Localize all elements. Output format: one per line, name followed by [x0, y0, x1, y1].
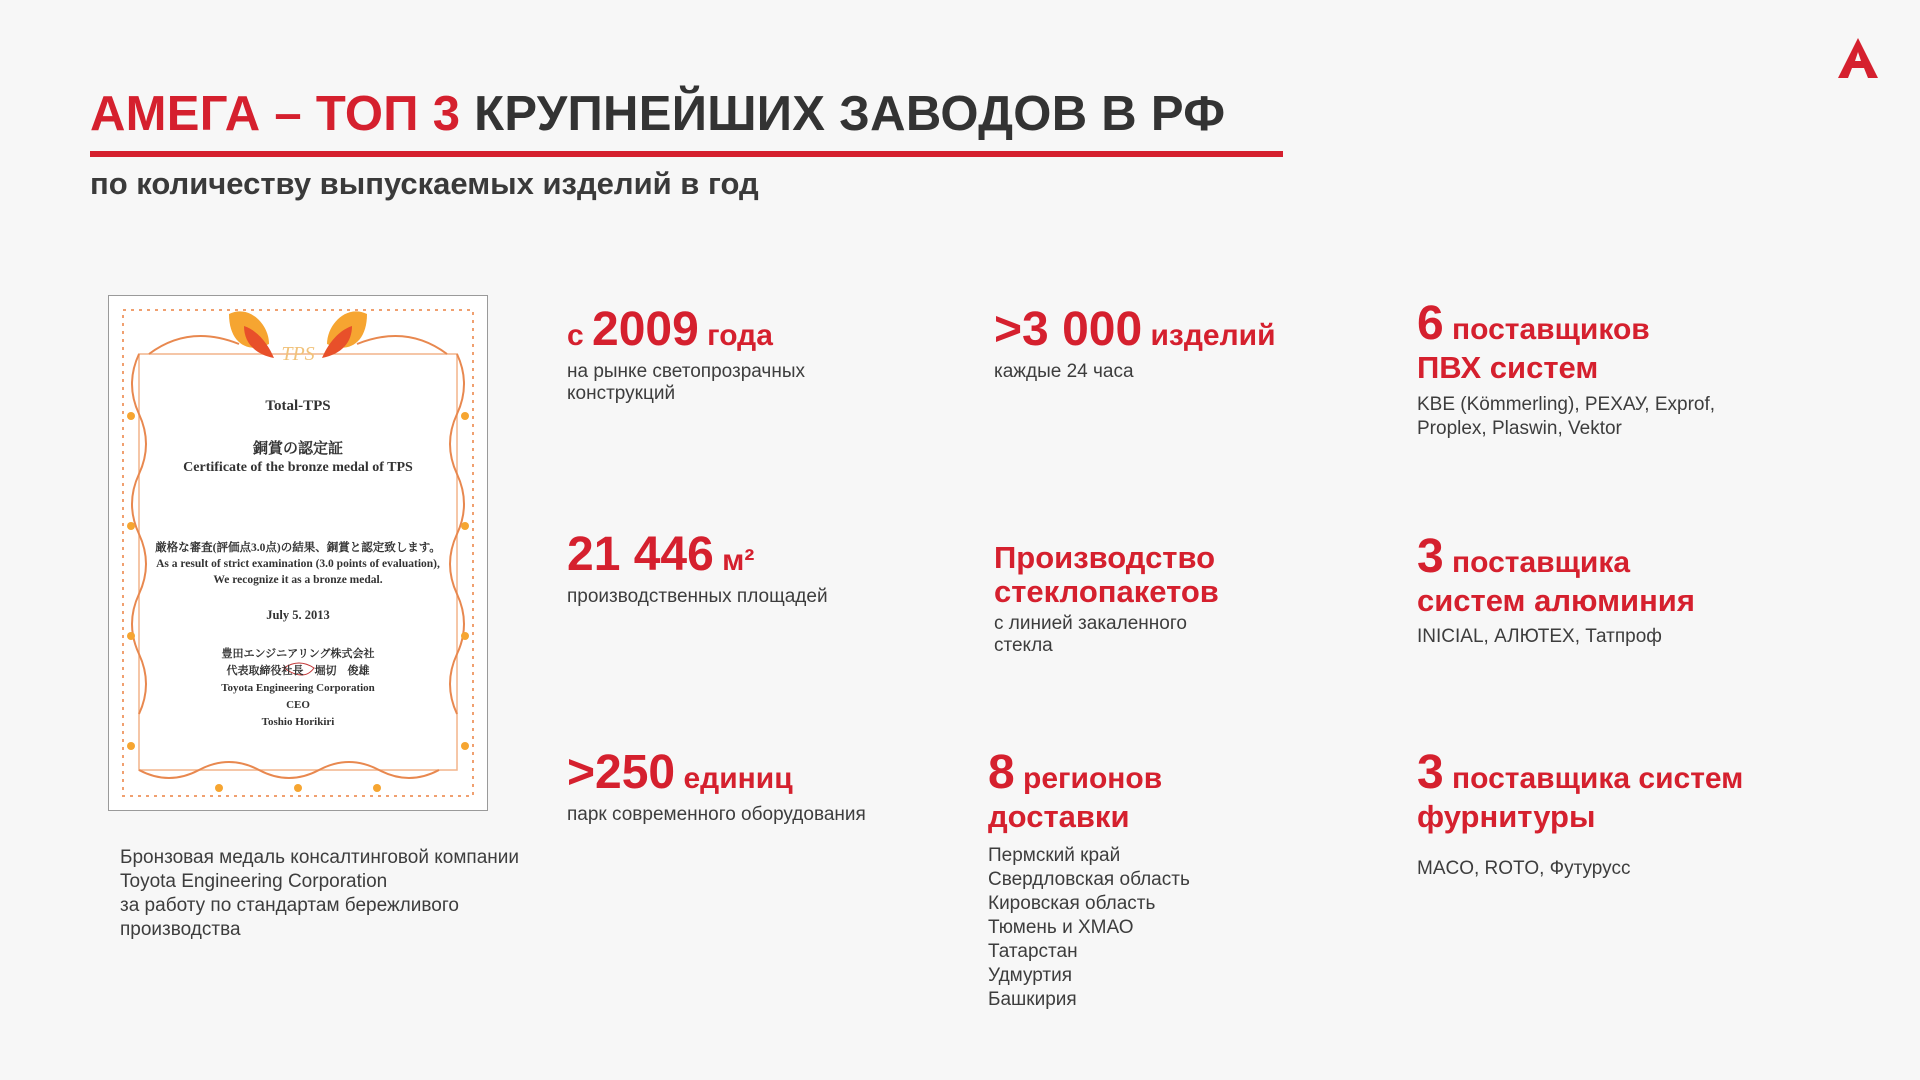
stat-items-suffix: изделий	[1142, 319, 1276, 352]
stat-items-value: >3 000	[994, 303, 1143, 356]
stat-since-prefix: с	[567, 319, 593, 352]
stat-hardware-heading	[1417, 745, 1743, 800]
stat-hardware-value: 3	[1417, 746, 1444, 799]
stat-pvc	[1417, 296, 1715, 441]
region-item: Башкирия	[988, 989, 1077, 1010]
stat-aluminium-suffix: поставщика	[1443, 546, 1631, 579]
stat-aluminium-heading-line2: систем алюминия	[1417, 583, 1695, 618]
stat-items-heading	[994, 302, 1276, 357]
stat-glass-heading: Производство стеклопакетов	[994, 540, 1219, 609]
stat-regions-value: 8	[988, 746, 1015, 799]
region-item: Кировская область	[988, 893, 1156, 914]
cert-company-jp: 豊田エンジニアリング株式会社	[221, 648, 375, 660]
stat-equipment-heading	[567, 745, 866, 800]
stat-pvc-heading	[1417, 296, 1715, 351]
certificate-image	[108, 295, 488, 811]
cert-signature-block	[109, 646, 487, 731]
stat-hardware	[1417, 745, 1743, 880]
stat-regions-heading	[988, 745, 1190, 800]
cert-date: July 5. 2013	[266, 608, 330, 622]
region-item: Тюмень и ХМАО	[988, 917, 1134, 938]
stat-items	[994, 302, 1276, 383]
stat-glass	[994, 541, 1219, 657]
stat-aluminium	[1417, 529, 1695, 648]
region-item: Татарстан	[988, 941, 1078, 962]
stat-since-suffix: года	[698, 319, 773, 352]
page-title	[90, 86, 1225, 142]
stat-since	[567, 302, 805, 405]
title-rest: КРУПНЕЙШИХ ЗАВОДОВ В РФ	[460, 87, 1226, 141]
stat-equipment-desc: парк современного оборудования	[567, 804, 866, 825]
stat-pvc-desc: KBE (Kömmerling), РЕХАУ, Exprof, Proplex, Plaswin, Vektor	[1417, 394, 1716, 439]
stat-since-desc: на рынке светопрозрачных конструкций	[567, 361, 805, 404]
stat-regions-heading-line2: доставки	[988, 799, 1130, 834]
stat-area-desc: производственных площадей	[567, 586, 828, 607]
stat-area-value: 21 446	[567, 528, 714, 581]
region-item: Удмуртия	[988, 965, 1072, 986]
regions-list	[988, 844, 1190, 1012]
stat-regions	[988, 745, 1190, 1012]
amega-logo-icon	[1836, 36, 1880, 80]
title-highlight: АМЕГА – ТОП 3	[90, 87, 461, 141]
cert-title-jp: 銅賞の認定証	[252, 441, 343, 457]
stat-equipment	[567, 745, 866, 826]
cert-company-en: Toyota Engineering Corporation	[221, 682, 375, 694]
stat-pvc-suffix: поставщиков	[1443, 313, 1650, 346]
svg-text:TPS: TPS	[281, 343, 315, 365]
cert-title-en: Certificate of the bronze medal of TPS	[183, 460, 413, 475]
stat-since-heading	[567, 302, 805, 357]
stat-since-value: 2009	[592, 303, 699, 356]
stat-equipment-value: >250	[567, 746, 676, 799]
stat-hardware-suffix: поставщика систем	[1443, 762, 1744, 795]
stat-aluminium-heading	[1417, 529, 1695, 584]
stat-pvc-heading-line2: ПВХ систем	[1417, 350, 1599, 385]
cert-ceo-label: CEO	[286, 699, 310, 711]
stat-aluminium-value: 3	[1417, 530, 1444, 583]
page-subtitle: по количеству выпускаемых изделий в год	[90, 166, 759, 201]
stat-area-heading	[567, 527, 828, 582]
stat-aluminium-desc: INICIAL, АЛЮТЕХ, Татпроф	[1417, 626, 1662, 647]
stat-hardware-desc: MACO, ROTO, Футурусс	[1417, 858, 1631, 879]
cert-title: Total-TPS	[265, 398, 331, 414]
title-underline	[90, 151, 1283, 157]
stat-glass-desc: с линией закаленного стекла	[994, 613, 1187, 656]
stat-hardware-heading-line2: фурнитуры	[1417, 799, 1596, 834]
cert-body: 厳格な審査(評価点3.0点)の結果、銅賞と認定致します。 As a result of strict examination (3.0 points of evaluation), We recognize it as a bronze medal.	[155, 542, 441, 586]
region-item: Пермский край	[988, 845, 1121, 866]
cert-ceo-jp: 代表取締役社長 堀切 俊雄	[226, 665, 370, 677]
stat-equipment-suffix: единиц	[675, 762, 793, 795]
cert-ceo-name: Toshio Horikiri	[261, 716, 335, 728]
stat-items-desc: каждые 24 часа	[994, 361, 1134, 382]
certificate-caption: Бронзовая медаль консалтинговой компании Toyota Engineering Corporation за работу по стандартам бережливого производства	[120, 847, 519, 940]
stat-regions-suffix: регионов	[1014, 762, 1163, 795]
stat-area	[567, 527, 828, 608]
stat-pvc-value: 6	[1417, 297, 1444, 350]
stat-area-suffix: м²	[713, 544, 755, 577]
region-item: Свердловская область	[988, 869, 1190, 890]
